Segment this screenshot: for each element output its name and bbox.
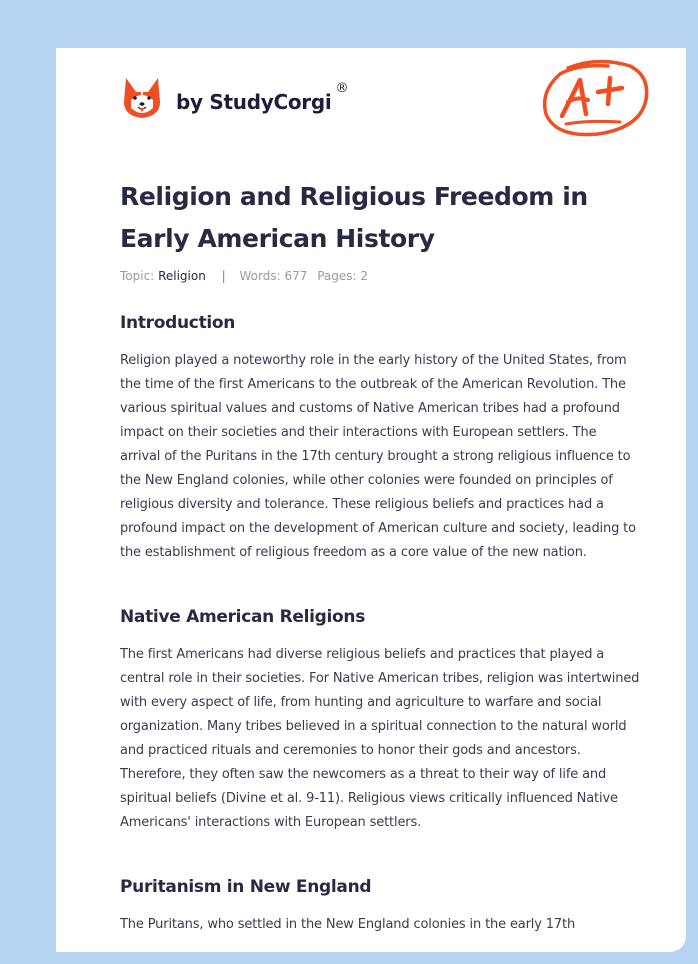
section-paragraph: The Puritans, who settled in the New England colonies in the early 17th xyxy=(120,917,576,932)
topic-label: Topic: xyxy=(120,269,155,283)
section-heading: Native American Religions xyxy=(120,607,366,627)
brand-name: by StudyCorgi xyxy=(176,90,332,114)
section-paragraph: Religion played a noteworthy role in the early history of the United States, from the time of the first Americans to the outbreak of the American Revolution. The various spiritual values and customs of Native American tribes had a profound impact on their societies and their interactions with European settlers. The arrival of the Puritans in the 17th century brought a strong religious influence to the New England colonies, while other colonies were founded on principles of religious diversity and tolerance. These religious beliefs and practices had a profound impact on the development of American culture and society, leading to the establishment of religious freedom as a core value of the new nation. xyxy=(120,353,636,560)
word-count: Words: 677 xyxy=(239,269,308,283)
section-paragraph: The first Americans had diverse religious beliefs and practices that played a central role in their societies. For Native American tribes, religion was intertwined with every aspect of life, from hunting and agriculture to warfare and social organization. Many tribes believed in a spiritual connection to the natural world and practiced rituals and ceremonies to honor their gods and ancestors. Therefore, they often saw the newcomers as a threat to their way of life and spiritual beliefs (Divine et al. 9-11). Religious views critically influenced Native Americans' interactions with European settlers. xyxy=(120,647,640,830)
section-heading: Introduction xyxy=(120,313,236,333)
grade-a-plus-icon xyxy=(538,58,650,140)
brand-logo[interactable] xyxy=(122,76,348,120)
corgi-logo-icon xyxy=(122,76,162,120)
article-meta xyxy=(120,269,368,283)
meta-separator: | xyxy=(221,269,226,283)
section-heading: Puritanism in New England xyxy=(120,877,372,897)
registered-mark: ® xyxy=(335,80,349,96)
page-count: Pages: 2 xyxy=(317,269,368,283)
document-card xyxy=(56,48,686,952)
page-title: Religion and Religious Freedom in Early American History xyxy=(120,182,588,253)
topic-link[interactable]: Religion xyxy=(158,269,206,283)
